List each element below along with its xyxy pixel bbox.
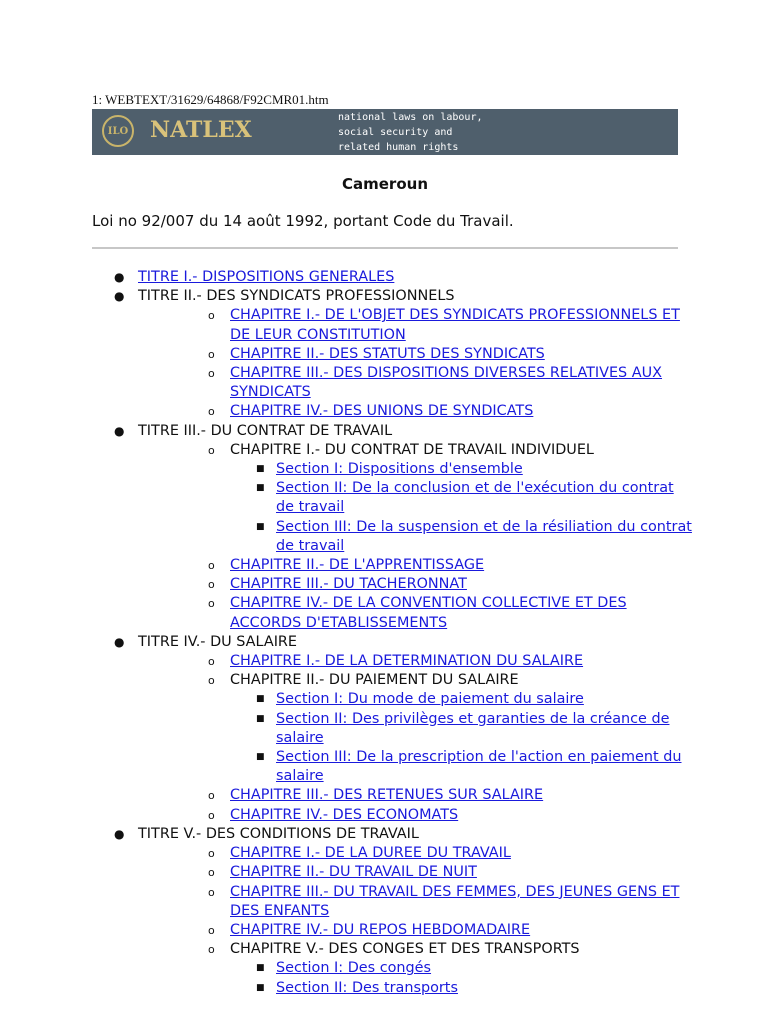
toc-link[interactable]: Section III: De la suspension et de la résiliation du contrat de travail [276, 518, 692, 554]
toc-chapter [184, 652, 692, 671]
circle-bullet-icon: o [208, 943, 215, 957]
toc-chapter [184, 556, 692, 575]
bullet-icon: ● [114, 634, 125, 649]
toc-chapter [184, 883, 692, 921]
toc-chapter [184, 806, 692, 825]
square-bullet-icon: ■ [256, 713, 265, 724]
toc-link[interactable]: CHAPITRE I.- DE LA DUREE DU TRAVAIL [230, 845, 511, 862]
toc-section [230, 690, 692, 709]
toc-chapter [184, 863, 692, 882]
circle-bullet-icon: o [208, 559, 215, 573]
square-bullet-icon: ■ [256, 464, 265, 475]
toc-section [230, 979, 692, 998]
toc-chapter [184, 940, 692, 998]
circle-bullet-icon: o [208, 367, 215, 381]
bullet-icon: ● [114, 270, 125, 284]
toc-titre-2 [92, 287, 692, 421]
toc-section [230, 959, 692, 978]
table-of-contents [92, 268, 692, 998]
circle-bullet-icon: o [208, 923, 215, 937]
toc-link[interactable]: CHAPITRE IV.- DE LA CONVENTION COLLECTIVE ET DES ACCORDS D'ETABLISSEMENTS [230, 595, 627, 631]
toc-titre-4 [92, 633, 692, 825]
square-bullet-icon: ■ [256, 483, 265, 494]
circle-bullet-icon: o [208, 405, 215, 419]
circle-bullet-icon: o [208, 347, 215, 361]
toc-chapter [184, 364, 692, 402]
toc-link[interactable]: Section II: Des transports [276, 979, 458, 996]
square-bullet-icon: ■ [256, 752, 265, 763]
page-title: Cameroun [342, 175, 428, 193]
bullet-icon: ● [114, 826, 125, 841]
toc-section [230, 518, 692, 556]
toc-link[interactable]: CHAPITRE III.- DU TACHERONNAT [230, 576, 467, 593]
law-title: Loi no 92/007 du 14 août 1992, portant Code du Travail. [92, 212, 514, 230]
toc-chapter-heading: CHAPITRE V.- DES CONGES ET DES TRANSPORTS [230, 941, 580, 958]
toc-section [230, 748, 692, 786]
circle-bullet-icon: o [208, 808, 215, 822]
toc-titre-5 [92, 825, 692, 998]
toc-titre-1 [92, 268, 692, 287]
toc-chapter [184, 345, 692, 364]
circle-bullet-icon: o [208, 655, 215, 669]
toc-chapter [184, 671, 692, 786]
toc-section [230, 710, 692, 748]
toc-chapter-heading: CHAPITRE I.- DU CONTRAT DE TRAVAIL INDIVIDUEL [230, 441, 594, 458]
toc-chapter-heading: CHAPITRE II.- DU PAIEMENT DU SALAIRE [230, 672, 519, 689]
ilo-seal-icon: ILO [102, 115, 134, 147]
circle-bullet-icon: o [208, 443, 215, 457]
toc-link[interactable]: CHAPITRE II.- DU TRAVAIL DE NUIT [230, 864, 477, 881]
toc-link[interactable]: CHAPITRE III.- DU TRAVAIL DES FEMMES, DES JEUNES GENS ET DES ENFANTS [230, 883, 680, 919]
toc-link[interactable]: CHAPITRE II.- DES STATUTS DES SYNDICATS [230, 345, 545, 362]
toc-link[interactable]: CHAPITRE II.- DE L'APPRENTISSAGE [230, 557, 485, 574]
circle-bullet-icon: o [208, 885, 215, 899]
circle-bullet-icon: o [208, 597, 215, 611]
circle-bullet-icon: o [208, 789, 215, 803]
square-bullet-icon: ■ [256, 521, 265, 532]
banner-tagline [338, 110, 483, 155]
toc-link[interactable]: CHAPITRE IV.- DES UNIONS DE SYNDICATS [230, 403, 534, 420]
bullet-icon: ● [114, 289, 125, 304]
toc-chapter [184, 594, 692, 632]
toc-chapter [184, 786, 692, 805]
bullet-icon: ● [114, 423, 125, 438]
tagline-line: social security and [338, 127, 453, 138]
toc-link[interactable]: CHAPITRE I.- DE LA DETERMINATION DU SALAIRE [230, 653, 584, 670]
toc-link[interactable]: Section II: De la conclusion et de l'exécution du contrat de travail [276, 480, 674, 516]
natlex-logo: NATLEX [150, 117, 252, 143]
toc-chapter [184, 306, 692, 344]
divider [92, 247, 678, 249]
tagline-line: national laws on labour, [338, 112, 483, 123]
square-bullet-icon: ■ [256, 982, 265, 993]
toc-link[interactable]: Section III: De la prescription de l'action en paiement du salaire [276, 749, 682, 785]
toc-link[interactable]: CHAPITRE IV.- DU REPOS HEBDOMADAIRE [230, 921, 531, 938]
toc-link[interactable]: CHAPITRE I.- DE L'OBJET DES SYNDICATS PROFESSIONNELS ET DE LEUR CONSTITUTION [230, 307, 680, 343]
toc-heading: TITRE II.- DES SYNDICATS PROFESSIONNELS [138, 288, 455, 305]
toc-titre-3 [92, 422, 692, 633]
toc-link[interactable]: Section I: Des congés [276, 960, 432, 977]
circle-bullet-icon: o [208, 866, 215, 880]
toc-section [230, 479, 692, 517]
circle-bullet-icon: o [208, 847, 215, 861]
toc-link[interactable]: CHAPITRE III.- DES RETENUES SUR SALAIRE [230, 787, 544, 804]
toc-link[interactable]: Section I: Du mode de paiement du salaire [276, 691, 584, 708]
square-bullet-icon: ■ [256, 963, 265, 974]
toc-section [230, 460, 692, 479]
toc-chapter [184, 441, 692, 556]
square-bullet-icon: ■ [256, 694, 265, 705]
tagline-line: related human rights [338, 142, 459, 153]
toc-chapter [184, 921, 692, 940]
toc-chapter [184, 844, 692, 863]
toc-heading: TITRE V.- DES CONDITIONS DE TRAVAIL [138, 825, 419, 842]
circle-bullet-icon: o [208, 674, 215, 688]
toc-link[interactable]: Section II: Des privilèges et garanties de la créance de salaire [276, 710, 670, 746]
toc-link[interactable]: Section I: Dispositions d'ensemble [276, 461, 523, 478]
natlex-banner [92, 109, 678, 155]
toc-link[interactable]: CHAPITRE IV.- DES ECONOMATS [230, 806, 459, 823]
toc-link[interactable]: TITRE I.- DISPOSITIONS GENERALES [138, 269, 395, 285]
toc-chapter [184, 402, 692, 421]
toc-link[interactable]: CHAPITRE III.- DES DISPOSITIONS DIVERSES RELATIVES AUX SYNDICATS [230, 365, 663, 401]
circle-bullet-icon: o [208, 578, 215, 592]
toc-heading: TITRE IV.- DU SALAIRE [138, 633, 298, 650]
file-path: 1: WEBTEXT/31629/64868/F92CMR01.htm [92, 92, 329, 107]
toc-chapter [184, 575, 692, 594]
circle-bullet-icon: o [208, 309, 215, 323]
toc-heading: TITRE III.- DU CONTRAT DE TRAVAIL [138, 422, 393, 439]
